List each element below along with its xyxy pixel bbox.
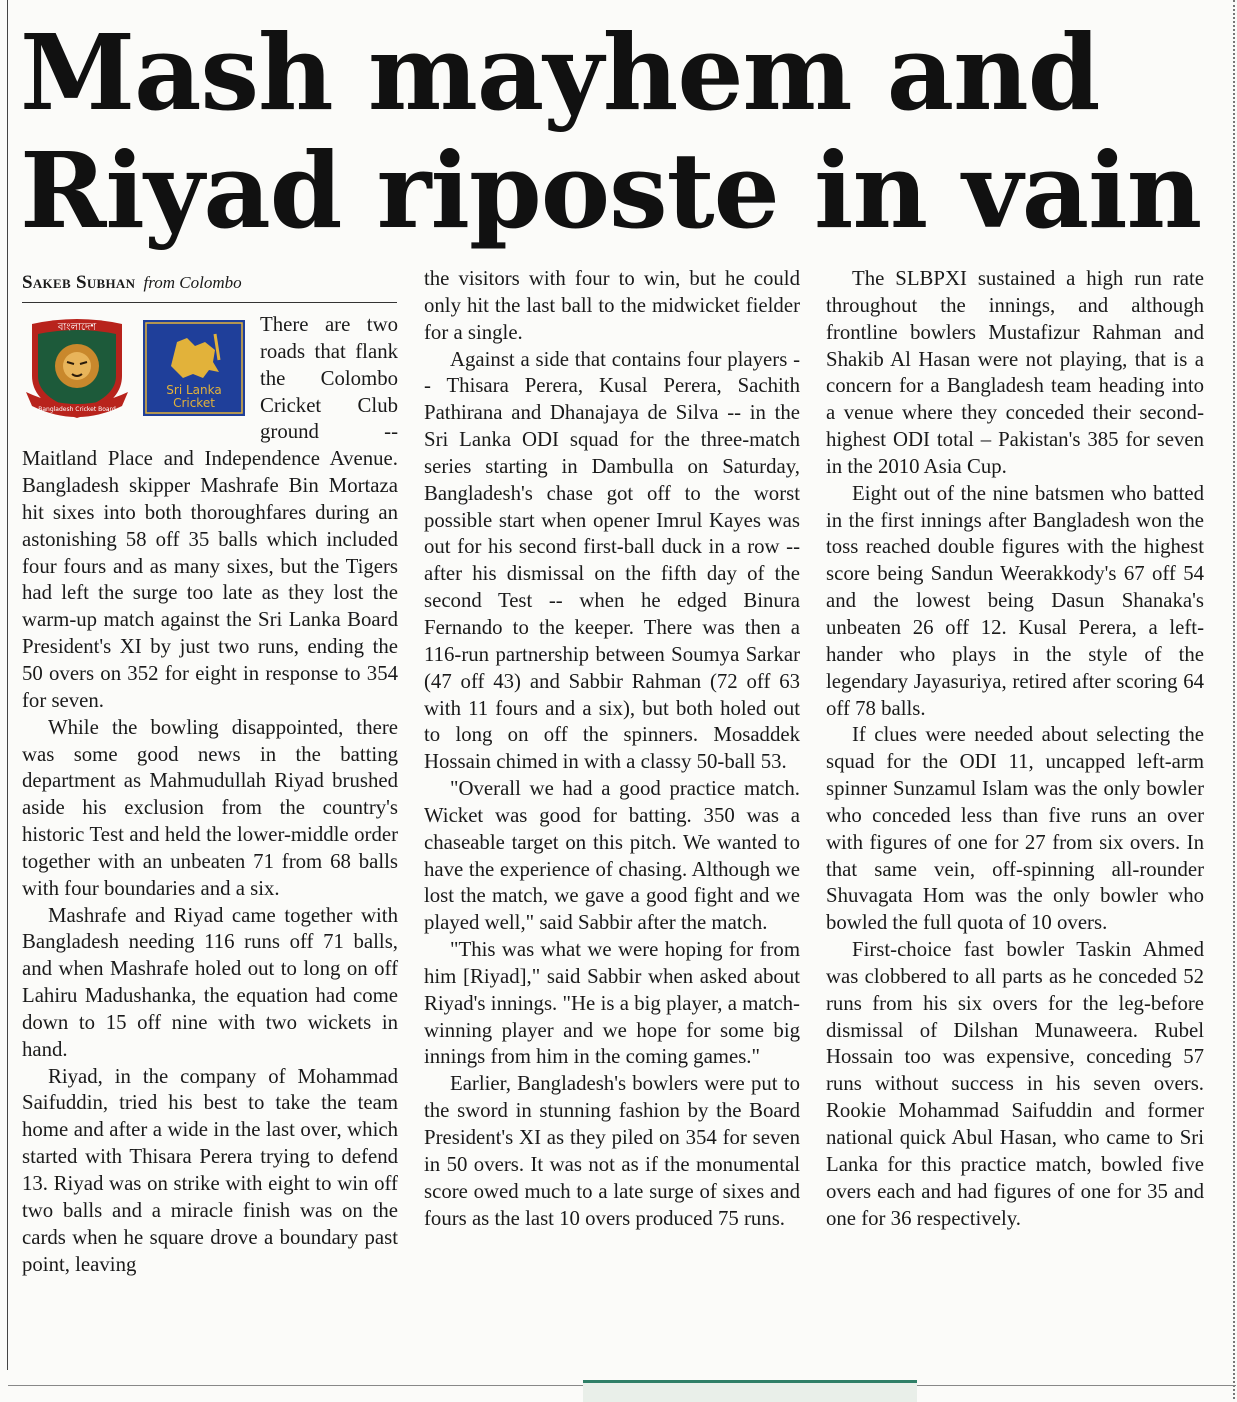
paragraph: the visitors with four to win, but he could only hit the last ball to the midwicket fielder for a single. xyxy=(424,267,800,344)
paragraph: First-choice fast bowler Taskin Ahmed was clobbered to all parts as he conceded 52 runs from his six overs for the leg-before dismissal of Dilshan Munaweera. Rubel Hossain too was expensive, conceding 57 runs without success in his seven overs. Rookie Mohammad Saifuddin and former national quick Abul Hasan, who came to Sri Lanka for this practice match, bowled five overs each and had figures of one for 35 and one for 36 respectively. xyxy=(826,938,1204,1230)
paragraph: If clues were needed about selecting the squad for the ODI 11, uncapped left-arm spinner Sunzamul Islam was the only bowler who conceded less than five runs an over with figures of one for 27 from six overs. In that same vein, off-spinning all-rounder Shuvagata Hom was the only bowler who bowled the full quota of 10 overs. xyxy=(826,723,1204,935)
team-logos xyxy=(22,316,254,424)
paragraph: Eight out of the nine batsmen who batted in the first innings after Bangladesh won the toss reached double figures with the highest score being Sandun Weerakkody's 67 off 54 and the lowest being Dasun Shanaka's unbeaten 26 off 12. Kusal Perera, a left-hander who plays in the style of the legendary Jayasuriya, retired after scoring 64 off 78 balls. xyxy=(826,481,1204,720)
byline xyxy=(22,272,397,303)
sri-lanka-cricket-logo xyxy=(143,320,245,416)
bcb-ribbon-text: Bangladesh Cricket Board xyxy=(38,406,116,413)
byline-location: from Colombo xyxy=(143,273,242,292)
page-border-left xyxy=(7,0,8,1370)
sl-logo-line-2: Cricket xyxy=(173,396,215,410)
byline-author: Sakeb Subhan xyxy=(22,272,136,293)
bangladesh-cricket-board-logo xyxy=(22,316,132,422)
paragraph: "Overall we had a good practice match. Wicket was good for batting. 350 was a chaseable target on this pitch. We wanted to have the experience of chasing. Although we lost the match, we gave a good fight and we played well," said Sabbir after the match. xyxy=(424,777,800,935)
bcb-script-text: বাংলাদেশ xyxy=(57,322,97,333)
article-column-2 xyxy=(424,266,800,1232)
headline-line-2: Riyad riposte in vain xyxy=(20,129,1202,252)
article-column-1 xyxy=(22,312,398,1278)
paragraph: "This was what we were hoping for from him [Riyad]," said Sabbir when asked about Riyad's innings. "He is a big player, a match-winning player and we hope for some big innings from him in the coming games." xyxy=(424,938,800,1069)
headline-line-1: Mash mayhem and xyxy=(20,11,1100,134)
sl-logo-line-1: Sri Lanka xyxy=(166,383,222,397)
article-column-3 xyxy=(826,266,1204,1232)
paragraph: Earlier, Bangladesh's bowlers were put to the sword in stunning fashion by the Board President's XI as they piled on 354 for seven in 50 overs. It was not as if the monumental score owed much to a late surge of sixes and fours as the last 10 overs produced 75 runs. xyxy=(424,1072,800,1230)
paragraph: While the bowling disappointed, there was some good news in the batting department as Mahmudullah Riyad brushed aside his exclusion from the country's historic Test and held the lower-middle order together with an unbeaten 71 from 68 balls with four boundaries and a six. xyxy=(22,715,398,900)
paragraph: Against a side that contains four players -- Thisara Perera, Kusal Perera, Sachith Pathirana and Dhanajaya de Silva -- in the Sri Lanka ODI squad for the three-match series starting in Dambulla on Saturday, Bangladesh's chase got off to the worst possible start when opener Imrul Kayes was out for his second first-ball duck in a row -- after his dismissal on the fifth day of the second Test -- when he edged Binura Fernando to the keeper. There was then a 116-run partnership between Soumya Sarkar (47 off 43) and Sabbir Rahman (72 off 63 with 11 fours and a six), but both holed out to long on off the spinners. Mosaddek Hossain chimed in with a classy 50-ball 53. xyxy=(424,347,800,774)
paragraph: There are two roads that flank the Colombo Cricket Club ground -- Maitland Place and Independence Avenue. Bangladesh skipper Mashrafe Bin Mortaza hit sixes into both thoroughfares during an astonishing 58 off 35 balls which included four fours and as many sixes, but the Tigers had left the surge too late as they lost the warm-up match against the Sri Lanka Board President's XI by just two runs, ending the 50 overs on 352 for eight in response to 354 for seven. xyxy=(22,313,398,712)
headline xyxy=(20,11,1220,252)
paragraph: The SLBPXI sustained a high run rate throughout the innings, and although frontline bowlers Mustafizur Rahman and Shakib Al Hasan were not playing, that is a concern for a Bangladesh team heading into a venue where they conceded their second-highest ODI total – Pakistan's 385 for seven in the 2010 Asia Cup. xyxy=(826,267,1204,478)
page-border-right xyxy=(1233,0,1235,1399)
paragraph: Mashrafe and Riyad came together with Bangladesh needing 116 runs off 71 balls, and when Mashrafe holed out to long on off Lahiru Madushanka, the equation had come down to 15 off nine with two wickets in hand. xyxy=(22,903,398,1061)
paragraph: Riyad, in the company of Mohammad Saifuddin, tried his best to take the team home and after a wide in the last over, which started with Thisara Perera trying to defend 13. Riyad was on strike with eight to win off two balls and a miracle finish was on the cards when he square drove a boundary past point, leaving xyxy=(22,1064,398,1276)
